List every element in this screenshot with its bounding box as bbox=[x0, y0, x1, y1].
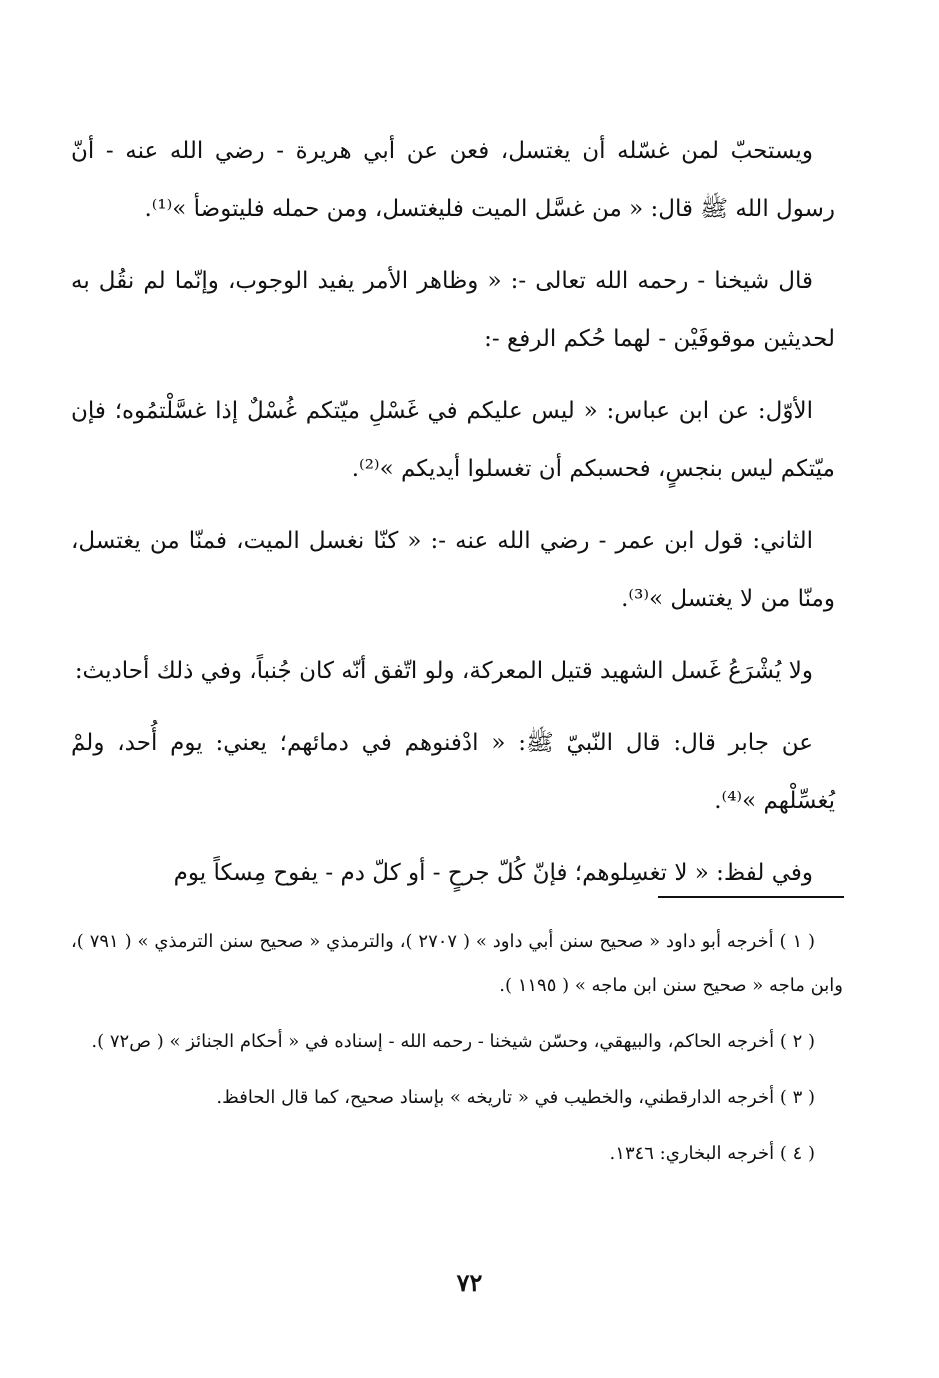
footnote-separator bbox=[658, 896, 844, 898]
paragraph-2: قال شيخنا - رحمه الله تعالى -: « وظاهر الأمر يفيد الوجوب، وإنّما لم نقُل به لحديثين موقوفَيْن - لهما حُكم الرفع -: bbox=[71, 268, 835, 352]
paragraph-5: ولا يُشْرَعُ غَسل الشهيد قتيل المعركة، ولو اتّفق أنّه كان جُنباً، وفي ذلك أحاديث: bbox=[74, 658, 813, 684]
paragraph-4: الثاني: قول ابن عمر - رضي الله عنه -: « كنّا نغسل الميت، فمنّا من يغتسل، ومنّا من لا يغتسل »⁽³⁾. bbox=[71, 528, 835, 612]
main-text bbox=[71, 122, 835, 916]
footnote-2: ( ٢ ) أخرجه الحاكم، والبيهقي، وحسّن شيخنا - رحمه الله - إسناده في « أحكام الجنائز » ( ص٧٢ ). bbox=[91, 1031, 815, 1052]
paragraph-6: عن جابر قال: قال النّبيّ ﷺ: « ادْفنوهم في دمائهم؛ يعني: يوم أُحد، ولمْ يُغسِّلْهم »⁽⁴⁾. bbox=[71, 730, 835, 814]
footnote-4: ( ٤ ) أخرجه البخاري: ١٣٤٦. bbox=[609, 1143, 815, 1164]
page-number: ٧٢ bbox=[456, 1268, 483, 1297]
footnote-3: ( ٣ ) أخرجه الدارقطني، والخطيب في « تاريخه » بإسناد صحيح، كما قال الحافظ. bbox=[216, 1087, 815, 1108]
paragraph-7: وفي لفظ: « لا تغسِلوهم؛ فإنّ كُلّ جرحٍ - أو كلّ دم - يفوح مِسكاً يوم bbox=[173, 860, 813, 886]
paragraph-1: ويستحبّ لمن غسّله أن يغتسل، فعن عن أبي هريرة - رضي الله عنه - أنّ رسول الله ﷺ قال: « من غسَّل الميت فليغتسل، ومن حمله فليتوضأ »⁽¹⁾. bbox=[71, 138, 835, 222]
footnote-1: ( ١ ) أخرجه أبو داود « صحيح سنن أبي داود » ( ٢٧٠٧ )، والترمذي « صحيح سنن الترمذي » ( ٧٩١ )، وابن ماجه « صحيح سنن ابن ماجه » ( ١١٩٥ ). bbox=[71, 931, 843, 996]
paragraph-3: الأوّل: عن ابن عباس: « ليس عليكم في غَسْلِ ميّتكم غُسْلٌ إذا غسَّلْتمُوه؛ فإن ميّتكم ليس بنجسٍ، فحسبكم أن تغسلوا أيديكم »⁽²⁾. bbox=[71, 398, 835, 482]
footnotes bbox=[71, 920, 843, 1188]
